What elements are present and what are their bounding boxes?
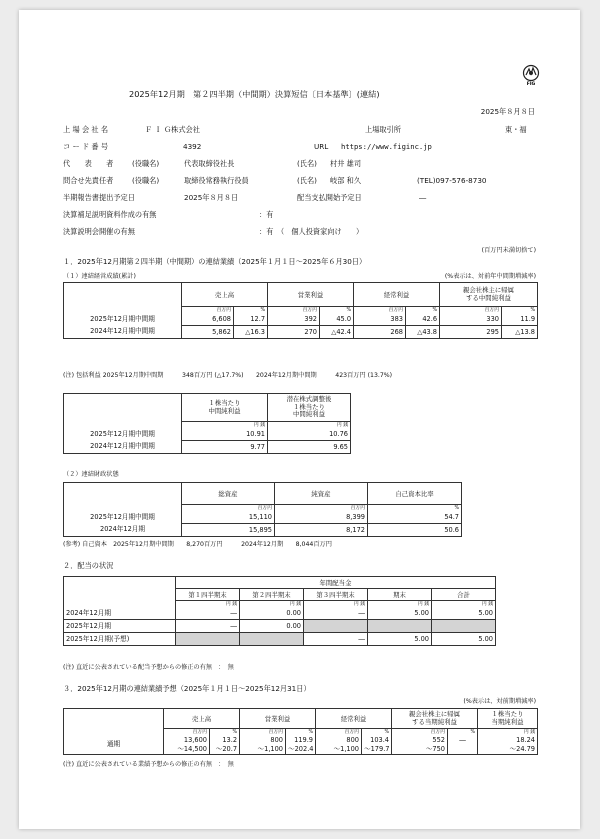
contact-title: 取締役常務執行役員 bbox=[184, 176, 249, 185]
supplement-label: 決算補足説明資料作成の有無 bbox=[63, 210, 157, 219]
supplement-value: ：有 bbox=[259, 210, 274, 219]
eps-table: １株当たり 中間純利益 潜在株式調整後 １株当たり 中間純利益 円 銭 円 銭 2025年12月期中間期 10.91 10.76 2024年12月期中間期 9.77 9.65 bbox=[63, 393, 351, 454]
dividend-table: 年間配当金 第１四半期末 第２四半期末 第３四半期末 期末 合計 円 銭 円 銭 円 銭 円 銭 円 銭 2024年12月期 ― 0.00 ― 5.00 5.00 2025年12月期 ― 0.00 2025年12月期(予想) ― 5.00 5.00 bbox=[63, 576, 496, 646]
contact-name-label: (氏名) bbox=[297, 176, 317, 185]
document-page bbox=[19, 10, 580, 829]
document-title: 2025年12月期 第２四半期（中間期）決算短信〔日本基準〕(連結) bbox=[129, 89, 380, 99]
document-date: 2025年８月８日 bbox=[480, 107, 535, 116]
annual-dividend-header: 年間配当金 bbox=[176, 577, 496, 589]
section1-sub1: （１）連結経営成績(累計) bbox=[63, 273, 136, 280]
code-label: コ ー ド 番 号 bbox=[63, 142, 109, 151]
contact-name: 岐部 和久 bbox=[330, 176, 362, 185]
col-ordinary-income: 経常利益 bbox=[354, 283, 440, 307]
forecast-note: (注) 直近に公表されている業績予想からの修正の有無 ： 無 bbox=[63, 761, 234, 768]
briefing-label: 決算説明会開催の有無 bbox=[63, 227, 135, 236]
code-value: 4392 bbox=[183, 142, 202, 151]
unit-note: (百万円未満切捨て) bbox=[481, 247, 536, 254]
dividend-start-label: 配当支払開始予定日 bbox=[297, 193, 362, 202]
fig-logo-icon bbox=[522, 64, 540, 86]
financial-position-table: 総資産 純資産 自己資本比率 百万円 百万円 % 2025年12月期中間期 15,110 8,399 54.7 2024年12月期 15,895 8,172 50.6 bbox=[63, 482, 462, 537]
briefing-value: ：有 （ 個人投資家向け ） bbox=[259, 227, 364, 236]
equity-note: (参考) 自己資本 2025年12月期中間期 8,270百万円 2024年12月期 8,044百万円 bbox=[63, 541, 332, 548]
company-name: Ｆ Ｉ Ｇ株式会社 bbox=[145, 125, 200, 134]
col-sales: 売上高 bbox=[182, 283, 268, 307]
rep-title-label: (役職名) bbox=[132, 159, 160, 168]
exchange-value: 東・福 bbox=[505, 125, 527, 134]
table-row: 2025年12月期中間期 6,608 12.7 392 45.0 383 42.6 330 11.9 bbox=[64, 313, 538, 325]
table-row: 2025年12月期中間期 10.91 10.76 bbox=[64, 428, 351, 440]
rep-label: 代 表 者 bbox=[63, 159, 114, 168]
table-row: 2025年12月期 ― 0.00 bbox=[64, 619, 496, 632]
section1-pct-note: (%表示は、対前年中間期増減率) bbox=[444, 273, 536, 280]
col-total-assets: 総資産 bbox=[182, 483, 275, 505]
col-diluted-eps: 潜在株式調整後 １株当たり 中間純利益 bbox=[268, 394, 351, 422]
table-row: 2025年12月期中間期 15,110 8,399 54.7 bbox=[64, 511, 462, 523]
col-equity-ratio: 自己資本比率 bbox=[368, 483, 462, 505]
contact-title-label: (役職名) bbox=[132, 176, 160, 185]
report-date: 2025年８月８日 bbox=[184, 193, 239, 202]
col-operating-income: 営業利益 bbox=[268, 283, 354, 307]
table-row: 2024年12月期 15,895 8,172 50.6 bbox=[64, 523, 462, 536]
forecast-table: 売上高 営業利益 経常利益 親会社株主に帰属 する当期純利益 １株当たり 当期純利益 百万円 % 百万円 % 百万円 % 百万円 % 円 銭 通期 13,600 13.2 800 119.9 800 103.4 552 ― 18.24 ～14,500 ～20.7 ～1,100 ～202.4 ～1,100 ～179.7 ～750 ～24.79 bbox=[63, 708, 538, 755]
table-row: 2024年12月期中間期 9.77 9.65 bbox=[64, 440, 351, 453]
table-row: 2025年12月期(予想) ― 5.00 5.00 bbox=[64, 632, 496, 645]
url-label: URL bbox=[314, 142, 329, 151]
company-label: 上 場 会 社 名 bbox=[63, 125, 109, 134]
rep-name-label: (氏名) bbox=[297, 159, 317, 168]
section2-heading: ２．配当の状況 bbox=[63, 561, 114, 570]
dividend-start: ― bbox=[419, 193, 427, 202]
rep-title: 代表取締役社長 bbox=[184, 159, 235, 168]
table-row: 2024年12月期中間期 5,862 △16.3 270 △42.4 268 △43.8 295 △13.8 bbox=[64, 325, 538, 338]
svg-text:FIG: FIG bbox=[526, 82, 536, 86]
comprehensive-income-note: (注) 包括利益 2025年12月期中間期 348百万円 (△17.7%) 2024年12月期中間期 423百万円 (13.7%) bbox=[63, 372, 393, 379]
table-row: 2024年12月期 ― 0.00 ― 5.00 5.00 bbox=[64, 607, 496, 619]
table-row: ～14,500 ～20.7 ～1,100 ～202.4 ～1,100 ～179.7 ～750 ～24.79 bbox=[64, 744, 538, 754]
report-date-label: 半期報告書提出予定日 bbox=[63, 193, 135, 202]
section1-sub2: （２）連結財政状態 bbox=[63, 471, 119, 478]
forecast-row-label: 通期 bbox=[64, 735, 164, 754]
section3-pct-note: (%表示は、対前期増減率) bbox=[463, 698, 536, 705]
col-net-income: 親会社株主に帰属 する中間純利益 bbox=[440, 283, 538, 307]
col-eps: １株当たり 中間純利益 bbox=[182, 394, 268, 422]
contact-label: 問合せ先責任者 bbox=[63, 176, 114, 185]
operating-results-table: 売上高 営業利益 経常利益 親会社株主に帰属 する中間純利益 百万円 % 百万円 % 百万円 % 百万円 % 2025年12月期中間期 6,608 12.7 392 45.0 383 42.6 330 11.9 2024年12月期中間期 5,862 △16.3 270 △42.4 268 △43.8 295 △13.8 bbox=[63, 282, 538, 339]
exchange-label: 上場取引所 bbox=[365, 125, 401, 134]
company-url[interactable]: https://www.figinc.jp bbox=[341, 142, 432, 151]
section3-heading: ３．2025年12月期の連結業績予想（2025年１月１日～2025年12月31日） bbox=[63, 684, 311, 693]
col-net-assets: 純資産 bbox=[275, 483, 368, 505]
table-row: 通期 13,600 13.2 800 119.9 800 103.4 552 ― 18.24 bbox=[64, 735, 538, 744]
dividend-note: (注) 直近に公表されている配当予想からの修正の有無 ： 無 bbox=[63, 664, 234, 671]
contact-tel: (TEL)097-576-8730 bbox=[417, 176, 487, 185]
rep-name: 村井 雄司 bbox=[330, 159, 362, 168]
section1-heading: １．2025年12月期第２四半期（中間期）の連結業績（2025年１月１日～2025年６月30日） bbox=[63, 257, 367, 266]
